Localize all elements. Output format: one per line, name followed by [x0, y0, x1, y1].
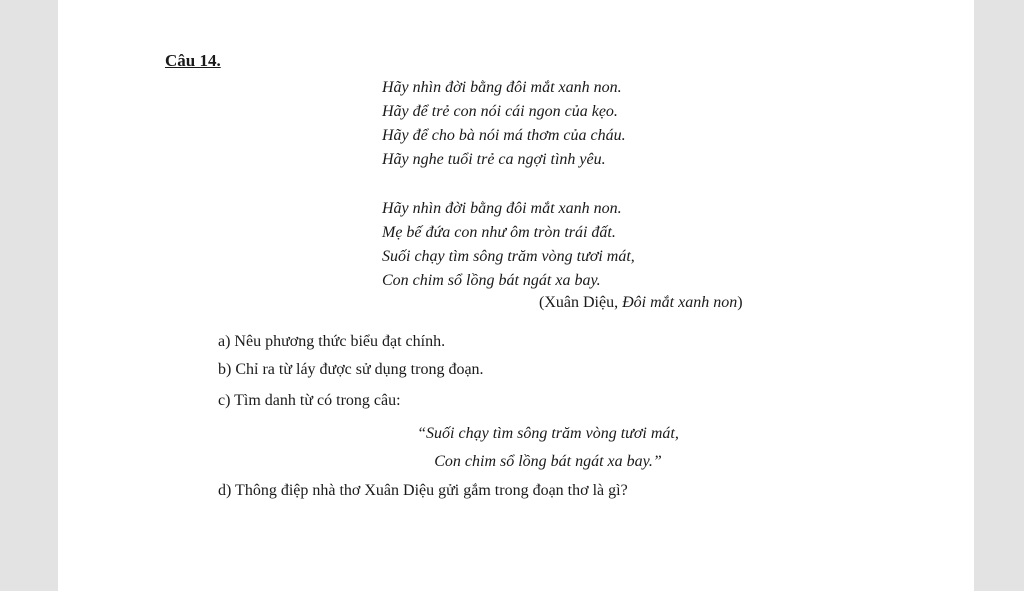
- question-d: d) Thông điệp nhà thơ Xuân Diệu gửi gắm trong đoạn thơ là gì?: [218, 482, 628, 499]
- attribution-author: (Xuân Diệu,: [539, 294, 623, 311]
- poem-line: Hãy nghe tuổi trẻ ca ngợi tình yêu.: [382, 151, 606, 168]
- document-page: [58, 0, 974, 591]
- question-a: a) Nêu phương thức biểu đạt chính.: [218, 333, 446, 350]
- quote-line: “Suối chạy tìm sông trăm vòng tươi mát,: [417, 425, 679, 442]
- poem-line: Con chim sổ lồng bát ngát xa bay.: [382, 272, 601, 289]
- question-c: c) Tìm danh từ có trong câu:: [218, 392, 401, 409]
- poem-attribution: [539, 291, 743, 315]
- poem-line: Hãy nhìn đời bằng đôi mắt xanh non.: [382, 200, 622, 217]
- poem-stanza-2: [382, 197, 635, 293]
- poem-line: Hãy nhìn đời bằng đôi mắt xanh non.: [382, 79, 622, 96]
- attribution-work-title: Đôi mắt xanh non: [622, 294, 738, 311]
- poem-line: Hãy để cho bà nói má thơm của cháu.: [382, 127, 626, 144]
- poem-line: Mẹ bế đứa con như ôm tròn trái đất.: [382, 224, 616, 241]
- question-b: b) Chỉ ra từ láy được sử dụng trong đoạn.: [218, 361, 484, 378]
- poem-line: Suối chạy tìm sông trăm vòng tươi mát,: [382, 248, 635, 265]
- attribution-close: ): [737, 294, 743, 311]
- question-number: Câu 14.: [165, 51, 221, 70]
- quoted-verse: [378, 420, 718, 476]
- poem-line: Hãy để trẻ con nói cái ngon của kẹo.: [382, 103, 618, 120]
- quote-line: Con chim sổ lồng bát ngát xa bay.”: [434, 453, 662, 470]
- poem-stanza-1: [382, 76, 626, 172]
